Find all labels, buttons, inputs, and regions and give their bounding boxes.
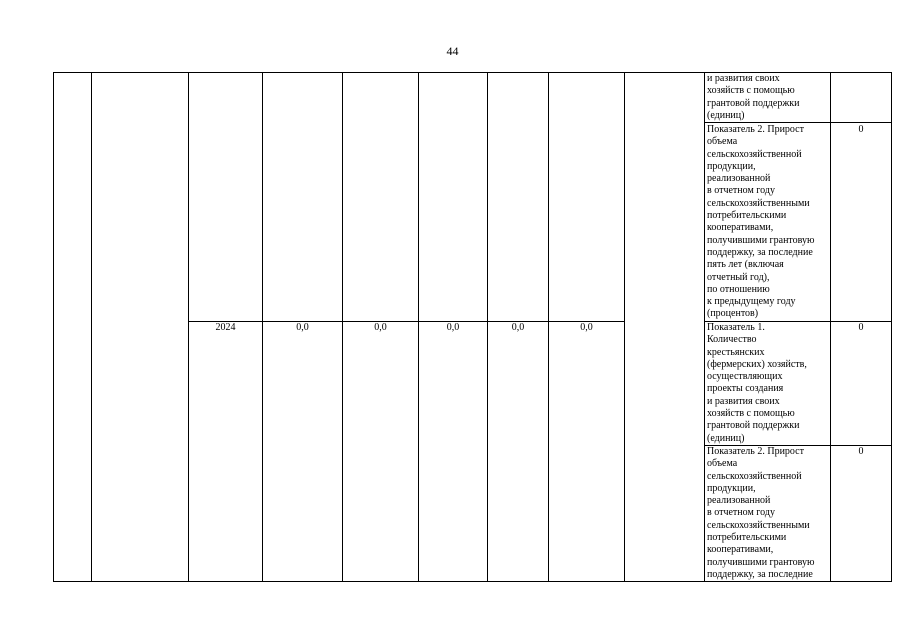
col-line-9 — [704, 72, 705, 582]
indicator-2-value: 0 — [858, 446, 864, 457]
indicator-1-value: 0 — [858, 322, 864, 333]
col-line-0 — [53, 72, 54, 582]
year-cell: 2024 — [215, 322, 236, 333]
value-cell: 0,0 — [374, 322, 387, 333]
indicator-2-value: 0 — [858, 124, 864, 135]
value-cell: 0,0 — [446, 322, 460, 333]
indicator-2-text: Показатель 2. Прирост объема сельскохозяйственной продукции, реализованной в отчетном году сельскохозяйственными потребительскими кооперативами, получившими грантовую поддержку, за последние пять лет (включая отчетный год), по отношению к предыдущему году (процентов) — [707, 124, 815, 320]
col-line-1 — [91, 72, 92, 582]
indicator-text-continued: и развития своих хозяйств с помощью грантовой поддержки (единиц) — [707, 73, 800, 121]
value-cell: 0,0 — [580, 322, 593, 333]
value-cell: 0,0 — [511, 322, 525, 333]
indicator-2-text: Показатель 2. Прирост объема сельскохозяйственной продукции, реализованной в отчетном году сельскохозяйственными потребительскими кооперативами, получившими грантовую поддержку, за последние — [707, 446, 815, 580]
value-cell: 0,0 — [296, 322, 309, 333]
indicator-1-text: Показатель 1. Количество крестьянских (фермерских) хозяйств, осуществляющих проекты создания и развития своих хозяйств с помощью грантовой поддержки (единиц) — [707, 322, 807, 444]
col-line-11 — [891, 72, 892, 582]
page-number: 44 — [446, 44, 459, 58]
col-line-8 — [624, 72, 625, 582]
